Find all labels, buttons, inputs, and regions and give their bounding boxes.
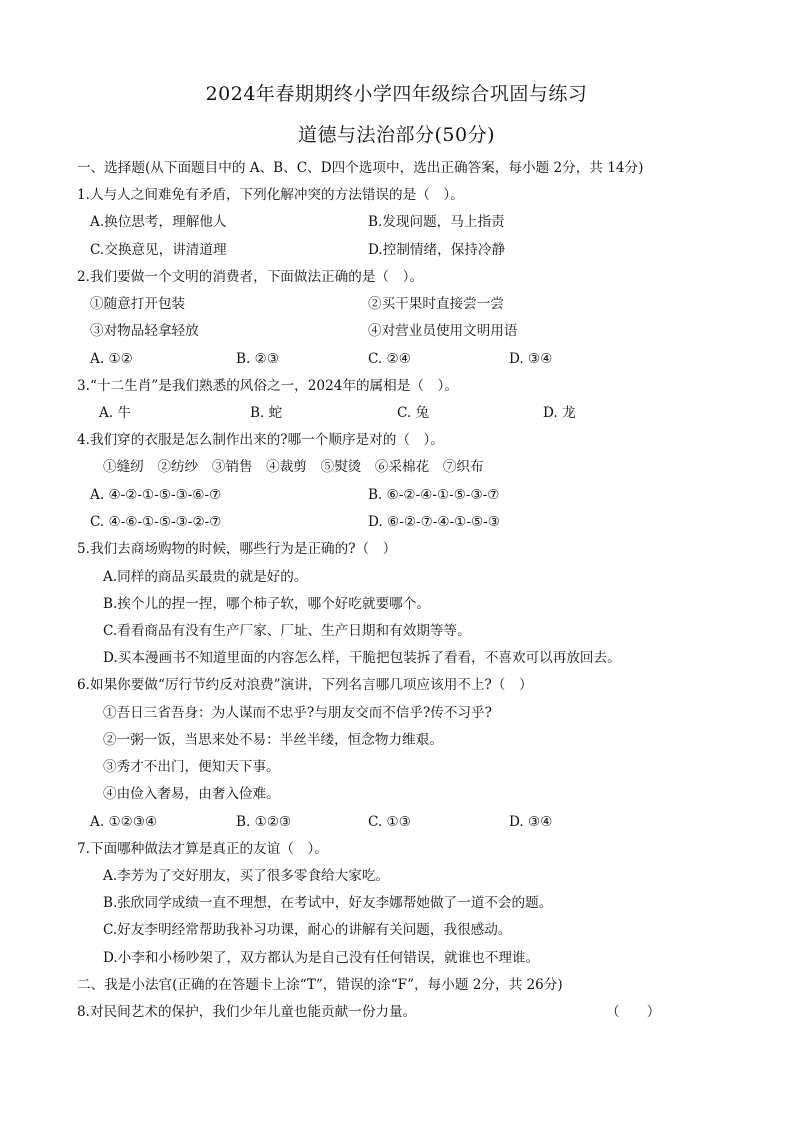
question-8-stem: 8.对民间艺术的保护，我们少年儿童也能贡献一份力量。	[77, 1004, 417, 1020]
question-6-item-4: ④由俭入奢易，由奢入俭难。	[103, 786, 280, 802]
question-1-option-b: B.发现问题，马上指责	[368, 214, 505, 230]
question-7-option-c: C.好友李明经常帮助我补习功课，耐心的讲解有关问题，我很感动。	[103, 922, 512, 938]
question-3-option-c: C. 兔	[397, 405, 430, 421]
page-title: 2024年春期期终小学四年级综合巩固与练习	[205, 83, 588, 105]
page-subtitle: 道德与法治部分(50分)	[297, 124, 495, 146]
question-3-option-b: B. 蛇	[250, 405, 283, 421]
section-heading-choice: 一、选择题(从下面题目中的 A、B、C、D四个选项中，选出正确答案，每小题 2分，共 14分)	[77, 160, 644, 176]
question-2-option-a: A. ①②	[90, 351, 133, 367]
question-4-option-c: C. ④-⑥-①-⑤-③-②-⑦	[90, 514, 222, 530]
question-7-option-d: D.小李和小杨吵架了，双方都认为是自己没有任何错误，就谁也不理谁。	[103, 950, 540, 966]
question-1-option-a: A.换位思考，理解他人	[90, 214, 227, 230]
question-4-option-a: A. ④-②-①-⑤-③-⑥-⑦	[90, 487, 222, 503]
question-4-option-d: D. ⑥-②-⑦-④-①-⑤-③	[368, 514, 500, 530]
question-3-option-d: D. 龙	[543, 405, 576, 421]
question-2-option-b: B. ②③	[236, 351, 280, 367]
question-5-option-d: D.买本漫画书不知道里面的内容怎么样，干脆把包装拆了看看，不喜欢可以再放回去。	[103, 650, 621, 666]
question-1-option-c: C.交换意见，讲清道理	[90, 242, 227, 258]
question-6-item-2: ②一粥一饭，当思来处不易：半丝半缕，恒念物力维艰。	[103, 732, 443, 748]
question-5-option-a: A.同样的商品买最贵的就是好的。	[103, 569, 308, 585]
question-2-option-d: D. ③④	[509, 351, 553, 367]
section-heading-judge: 二、我是小法官(正确的在答题卡上涂“T”，错误的涂“F”，每小题 2分，共 26分)	[77, 977, 563, 993]
question-2-stem: 2.我们要做一个文明的消费者，下面做法正确的是（ ）。	[77, 269, 424, 285]
question-5-stem: 5.我们去商场购物的时候，哪些行为是正确的?（ ）	[77, 541, 397, 557]
question-3-option-a: A. 牛	[99, 405, 132, 421]
question-6-stem: 6.如果你要做“厉行节约反对浪费”演讲，下列名言哪几项应该用不上?（ ）	[77, 677, 533, 693]
question-5-option-b: B.挨个儿的捏一捏，哪个柿子软，哪个好吃就要哪个。	[103, 596, 430, 612]
question-6-option-c: C. ①③	[368, 814, 411, 830]
question-8-answer-paren: （ ）	[606, 1004, 661, 1020]
question-7-option-b: B.张欣同学成绩一直不理想，在考试中，好友李娜帮她做了一道不会的题。	[103, 895, 553, 911]
question-7-stem: 7.下面哪种做法才算是真正的友谊（ ）。	[77, 841, 328, 857]
question-6-item-3: ③秀才不出门，便知天下事。	[103, 759, 280, 775]
question-2-item-1: ①随意打开包装	[90, 296, 186, 312]
question-4-stem: 4.我们穿的衣服是怎么制作出来的?哪一个顺序是对的（ ）。	[77, 432, 444, 448]
question-2-option-c: C. ②④	[368, 351, 411, 367]
question-2-item-3: ③对物品轻拿轻放	[90, 323, 199, 339]
question-7-option-a: A.李芳为了交好朋友，买了很多零食给大家吃。	[103, 868, 390, 884]
question-2-item-2: ②买干果时直接尝一尝	[368, 296, 504, 312]
question-1-stem: 1.人与人之间难免有矛盾，下列化解冲突的方法错误的是（ ）。	[77, 187, 464, 203]
question-5-option-c: C.看看商品有没有生产厂家、厂址、生产日期和有效期等等。	[103, 623, 471, 639]
question-6-item-1: ①吾日三省吾身：为人谋而不忠乎?与朋友交而不信乎?传不习乎?	[103, 705, 492, 721]
question-4-option-b: B. ⑥-②-④-①-⑤-③-⑦	[368, 487, 500, 503]
question-1-option-d: D.控制情绪，保持冷静	[368, 242, 506, 258]
question-2-item-4: ④对营业员使用文明用语	[368, 323, 518, 339]
question-6-option-b: B. ①②③	[236, 814, 292, 830]
question-4-items: ①缝纫 ②纺纱 ③销售 ④裁剪 ⑤熨烫 ⑥采棉花 ⑦织布	[103, 459, 484, 475]
question-6-option-d: D. ③④	[509, 814, 553, 830]
question-3-stem: 3.“十二生肖”是我们熟悉的风俗之一，2024年的属相是（ ）。	[77, 378, 458, 394]
question-6-option-a: A. ①②③④	[90, 814, 158, 830]
